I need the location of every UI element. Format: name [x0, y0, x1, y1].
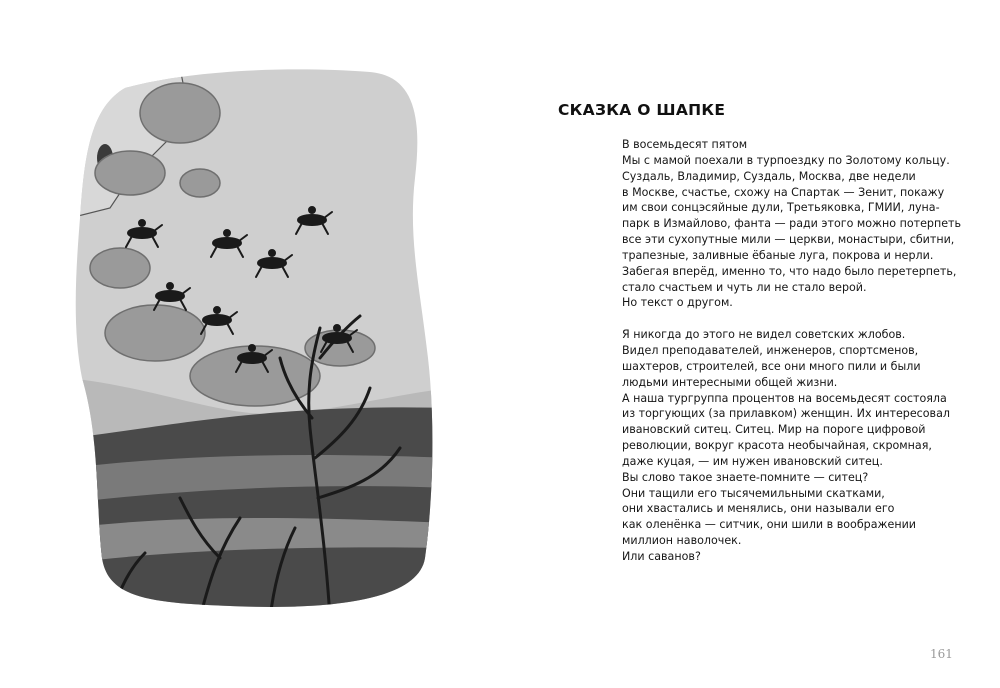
poem-line: они хвастались и менялись, они называли его: [622, 502, 895, 516]
illustration-riders: [70, 58, 450, 618]
page-number: 161: [930, 647, 953, 661]
poem-line: людьми интересными общей жизни.: [622, 375, 838, 389]
poem-line: парк в Измайлово, фанта — ради этого можно потерпеть: [622, 217, 962, 231]
poem-line: Вы слово такое знаете-помните — ситец?: [622, 470, 869, 484]
poem-line: миллион наволочек.: [622, 534, 742, 548]
cloud: [105, 305, 205, 361]
poem-line: даже куцая, — им нужен ивановский ситец.: [622, 454, 883, 468]
poem-line: А наша тургруппа процентов на восемьдесят состояла: [622, 391, 947, 405]
poem-text: [622, 137, 982, 565]
poem-line: революции, вокруг красота необычайная, скромная,: [622, 439, 932, 453]
poem-line: Но текст о другом.: [622, 296, 733, 310]
poem-line: Мы с мамой поехали в турпоездку по Золотому кольцу.: [622, 153, 950, 167]
stanza-gap: [622, 311, 982, 327]
poem-line: Они тащили его тысячемильными скатками,: [622, 486, 885, 500]
poem-line: В восемьдесят пятом: [622, 138, 748, 151]
poem-line: шахтеров, строителей, все они много пили и были: [622, 359, 921, 373]
poem-line: Я никогда до этого не видел советских жлобов.: [622, 328, 906, 342]
poem-line: им свои сонцэсяйные дули, Третьяковка, ГМИИ, луна-: [622, 201, 940, 215]
cloud: [180, 169, 220, 197]
poem-line: в Москве, счастье, схожу на Спартак — Зенит, покажу: [622, 185, 945, 199]
poem-line: трапезные, заливные ёбаные луга, покрова и нерли.: [622, 248, 934, 262]
poem-line: ивановский ситец. Ситец. Мир на пороге цифровой: [622, 423, 926, 437]
poem-line: все эти сухопутные мили — церкви, монастыри, сбитни,: [622, 233, 955, 247]
poem-line: Забегая вперёд, именно то, что надо было перетерпеть,: [622, 264, 957, 278]
poem-line: из торгующих (за прилавком) женщин. Их интересовал: [622, 407, 950, 421]
poem-line: Суздаль, Владимир, Суздаль, Москва, две недели: [622, 169, 916, 183]
cloud: [95, 151, 165, 195]
poem-line: как оленёнка — ситчик, они шили в воображении: [622, 518, 917, 532]
poem-line: стало счастьем и чуть ли не стало верой.: [622, 280, 867, 294]
poem-line: Видел преподавателей, инженеров, спортсменов,: [622, 343, 919, 357]
page-title: СКАЗКА О ШАПКЕ: [558, 101, 726, 119]
cloud: [140, 83, 220, 143]
cloud: [90, 248, 150, 288]
field-dark: [70, 407, 450, 618]
poem-line: Или саванов?: [622, 549, 701, 563]
